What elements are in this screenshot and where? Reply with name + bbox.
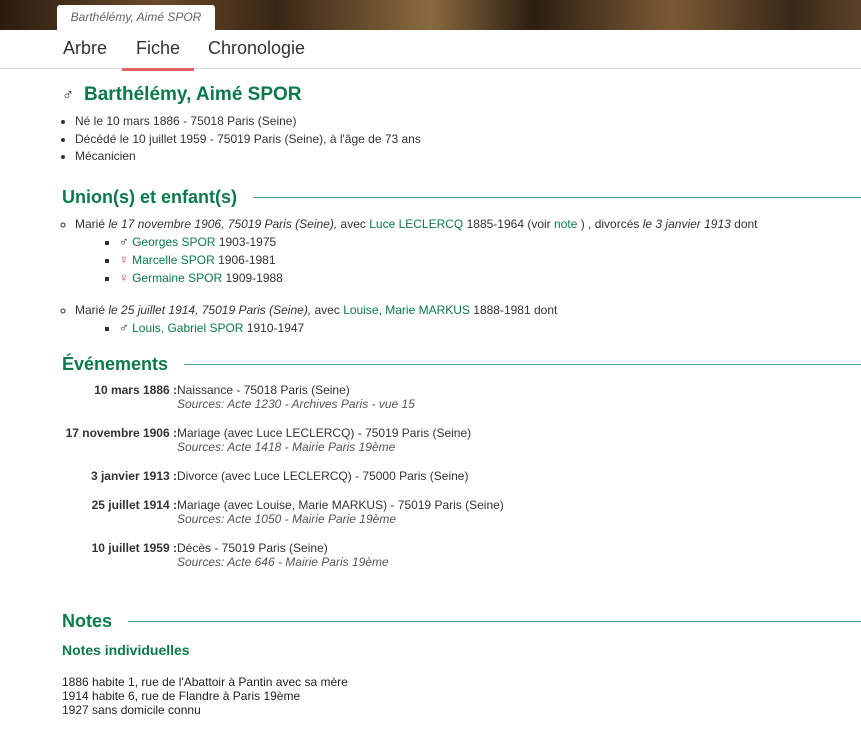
- note-line: 1927 sans domicile connu: [62, 703, 201, 717]
- list-item: [119, 233, 758, 251]
- divorce-label: ) , divorcés: [580, 217, 640, 231]
- event-source: Sources: Acte 1050 - Mairie Parie 19ème: [177, 512, 396, 526]
- events-title: Événements: [62, 354, 169, 374]
- event-row: [62, 498, 504, 526]
- event-date: 10 juillet 1959 :: [91, 541, 177, 555]
- event-text: Décès - 75019 Paris (Seine): [177, 541, 328, 555]
- child-years: 1909-1988: [225, 271, 283, 285]
- notes-title: Notes: [62, 611, 113, 631]
- list-item: [119, 269, 758, 287]
- child-link[interactable]: Georges SPOR: [132, 235, 216, 249]
- children-list: [75, 233, 758, 287]
- event-date: 10 mars 1886 :: [94, 383, 177, 397]
- note-line: 1914 habite 6, rue de Flandre à Paris 19ème: [62, 689, 301, 703]
- divider: [128, 621, 861, 622]
- event-text: Divorce (avec Luce LECLERCQ) - 75000 Paris (Seine): [177, 469, 469, 483]
- events-list: [62, 383, 504, 584]
- event-source: Sources: Acte 1418 - Mairie Paris 19ème: [177, 440, 396, 454]
- event-date: 3 janvier 1913 :: [90, 469, 177, 483]
- female-icon: ♀: [119, 270, 129, 285]
- child-link[interactable]: Marcelle SPOR: [132, 253, 215, 267]
- female-icon: ♀: [119, 252, 129, 267]
- notes-text: [62, 675, 348, 717]
- unions-title: Union(s) et enfant(s): [62, 187, 237, 207]
- tab-fiche[interactable]: Fiche: [122, 38, 194, 71]
- event-source: Sources: Acte 646 - Mairie Paris 19ème: [177, 555, 389, 569]
- event-source: Sources: Acte 1230 - Archives Paris - vue 15: [177, 397, 415, 411]
- fact-occupation: • Mécanicien: [75, 148, 421, 166]
- union-prefix: Marié: [75, 303, 106, 317]
- event-text: Naissance - 75018 Paris (Seine): [177, 383, 350, 397]
- tab-chronologie[interactable]: Chronologie: [208, 38, 306, 58]
- divider: [253, 197, 861, 198]
- tab-arbre[interactable]: Arbre: [63, 38, 108, 58]
- event-row: [62, 469, 504, 483]
- page-title: [62, 84, 302, 106]
- person-facts: [62, 113, 421, 166]
- union-prefix: Marié: [75, 217, 106, 231]
- union-with: avec: [340, 217, 366, 231]
- banner-tab[interactable]: Barthélémy, Aimé SPOR: [57, 5, 215, 30]
- divorce-date: le 3 janvier 1913: [642, 217, 731, 231]
- child-link[interactable]: Germaine SPOR: [132, 271, 223, 285]
- list-item: [119, 319, 758, 337]
- union-item: [75, 216, 758, 287]
- children-list: [75, 319, 758, 337]
- unions-heading: [62, 187, 861, 208]
- union-suffix: dont: [734, 217, 758, 231]
- union-list: [62, 216, 758, 337]
- spouse-link[interactable]: Louise, Marie MARKUS: [343, 303, 470, 317]
- event-row: [62, 426, 504, 454]
- note-link[interactable]: note: [554, 217, 578, 231]
- event-text: Mariage (avec Luce LECLERCQ) - 75019 Paris (Seine): [177, 426, 472, 440]
- nav-tabs: [0, 30, 861, 69]
- male-icon: ♂: [119, 320, 129, 335]
- union-with: avec: [314, 303, 340, 317]
- note-line: 1886 habite 1, rue de l'Abattoir à Pantin avec sa mère: [62, 675, 348, 689]
- union-item: [75, 302, 758, 337]
- list-item: [119, 251, 758, 269]
- event-text: Mariage (avec Louise, Marie MARKUS) - 75019 Paris (Seine): [177, 498, 504, 512]
- child-years: 1910-1947: [246, 321, 305, 335]
- event-row: [62, 383, 504, 411]
- event-date: 17 novembre 1906 :: [65, 426, 177, 440]
- child-link[interactable]: Louis, Gabriel SPOR: [132, 321, 244, 335]
- spouse-years: 1885-1964 (voir: [466, 217, 551, 231]
- fact-death: • Décédé le 10 juillet 1959 - 75019 Paris (Seine), à l'âge de 73 ans: [75, 131, 421, 149]
- event-row: [62, 541, 504, 569]
- male-icon: ♂: [119, 234, 129, 249]
- child-years: 1903-1975: [218, 235, 277, 249]
- divider: [184, 364, 861, 365]
- union-date-place: le 17 novembre 1906, 75019 Paris (Seine),: [108, 217, 338, 231]
- notes-heading: [62, 611, 861, 632]
- union-date-place: le 25 juillet 1914, 75019 Paris (Seine),: [108, 303, 312, 317]
- spouse-years: 1888-1981 dont: [473, 303, 558, 317]
- child-years: 1906-1981: [218, 253, 276, 267]
- header-banner: [0, 0, 861, 30]
- male-icon: ♂: [62, 87, 74, 104]
- event-date: 25 juillet 1914 :: [91, 498, 177, 512]
- events-heading: [62, 354, 861, 375]
- fact-birth: • Né le 10 mars 1886 - 75018 Paris (Seine): [75, 113, 421, 131]
- notes-subtitle: Notes individuelles: [62, 642, 190, 658]
- person-name: Barthélémy, Aimé SPOR: [84, 84, 302, 105]
- spouse-link[interactable]: Luce LECLERCQ: [369, 217, 464, 231]
